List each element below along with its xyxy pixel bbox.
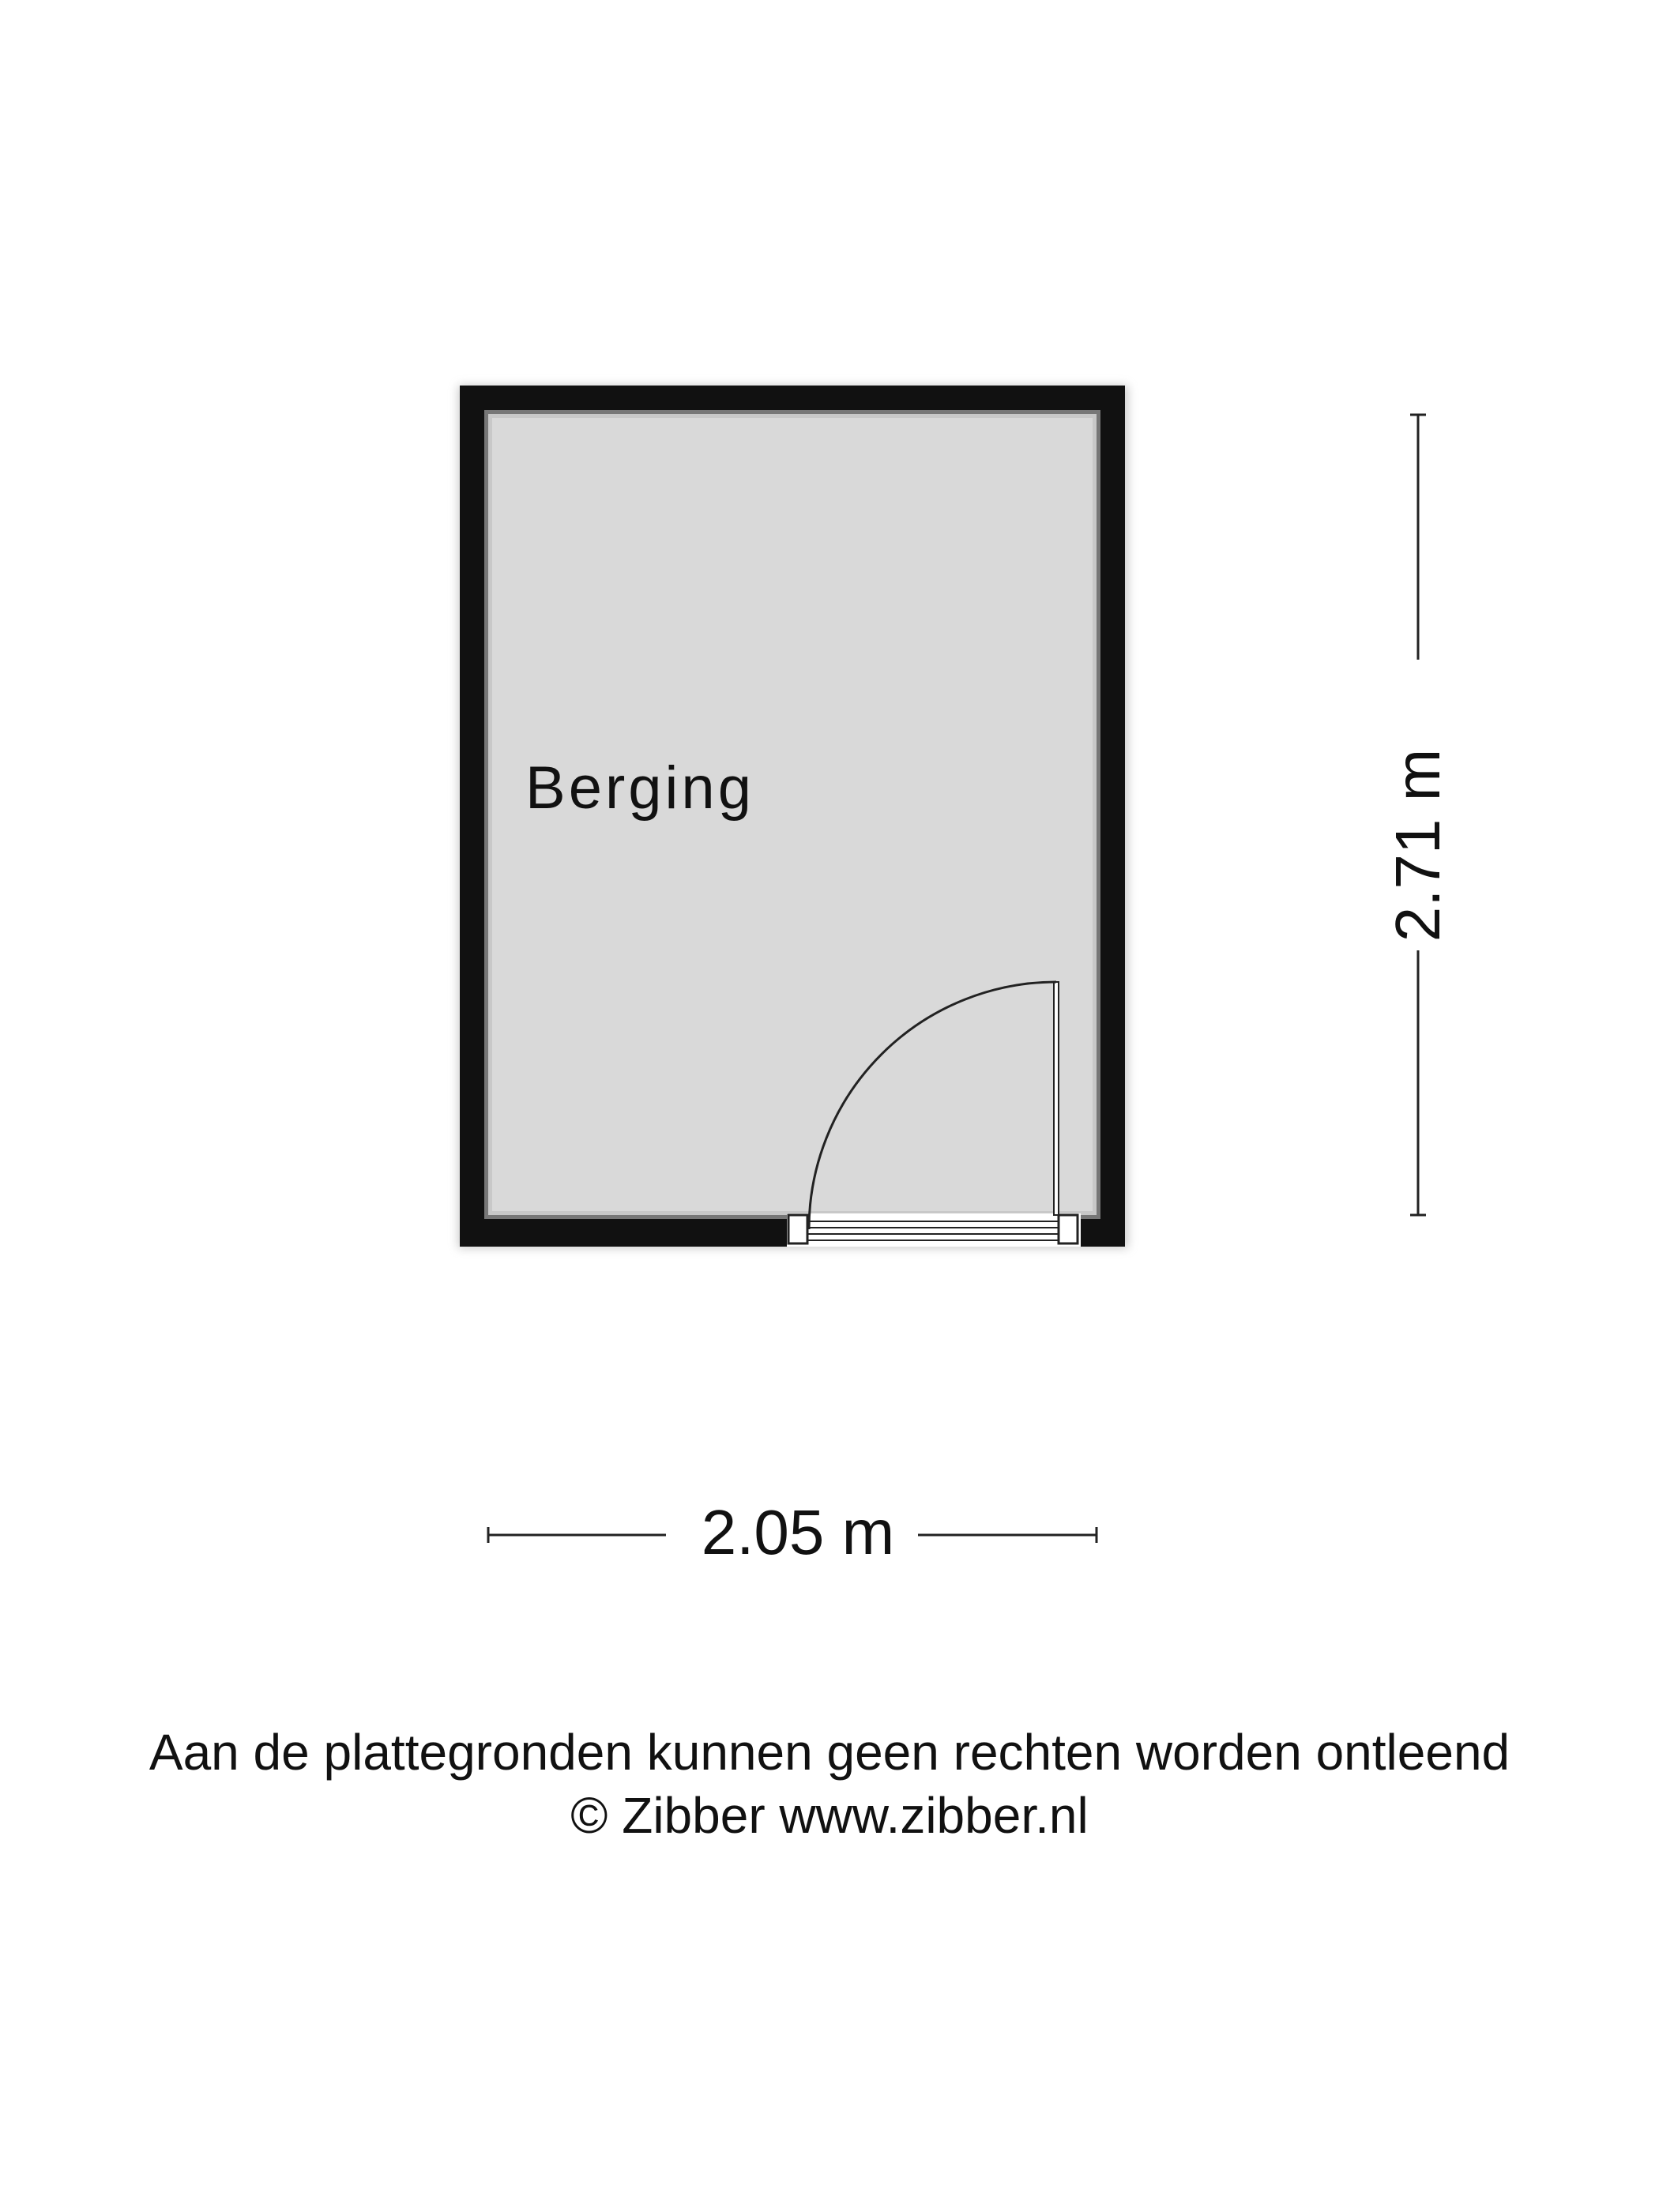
depth-dimension-label: 2.71 m xyxy=(1382,748,1453,942)
door-jamb-right xyxy=(1059,1215,1078,1243)
room-label: Berging xyxy=(525,754,754,822)
footer xyxy=(0,1721,1659,1847)
door-opening xyxy=(787,1213,1081,1247)
width-dimension-label: 2.05 m xyxy=(701,1497,895,1567)
disclaimer-text: Aan de plattegronden kunnen geen rechten worden ontleend xyxy=(149,1724,1510,1781)
door-leaf xyxy=(1054,982,1059,1215)
copyright-credit: © Zibber www.zibber.nl xyxy=(570,1787,1089,1844)
door-jamb-left xyxy=(788,1215,807,1243)
